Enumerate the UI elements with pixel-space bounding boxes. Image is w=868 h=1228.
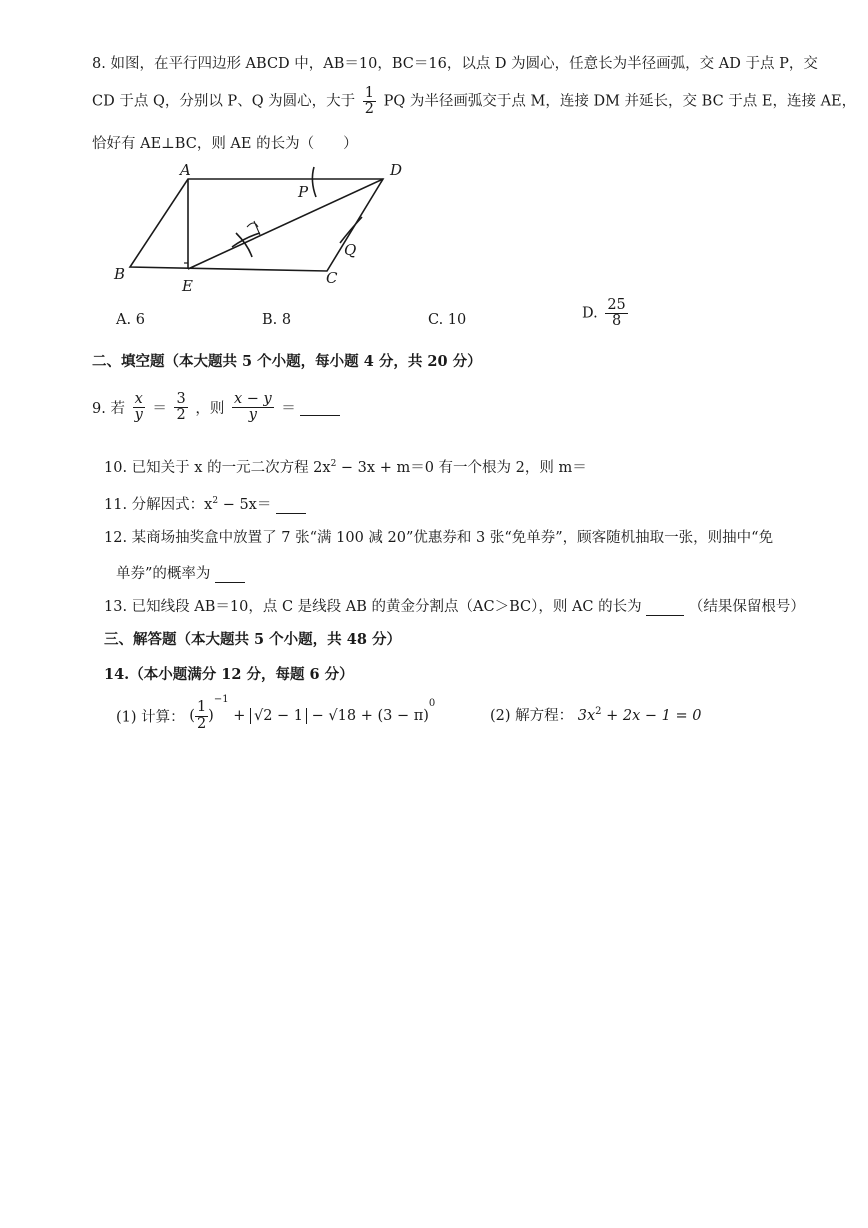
q14-p1-abs: √2 − 1 bbox=[250, 708, 307, 724]
q8-text-3: 恰好有 AE⊥BC，则 AE 的长为（ ） bbox=[92, 136, 358, 152]
half-denominator: 2 bbox=[364, 101, 375, 118]
q13-text: 13. 已知线段 AB＝10，点 C 是线段 AB 的黄金分割点（AC＞BC），则 AC 的长为 bbox=[104, 599, 642, 615]
q14-p2-a: 3x bbox=[577, 708, 596, 724]
q13-line bbox=[104, 595, 805, 616]
q9-fraction-32 bbox=[174, 392, 187, 423]
q9-f1-den: y bbox=[134, 407, 143, 424]
q12-line2 bbox=[116, 562, 245, 583]
option-d-numerator: 25 bbox=[607, 297, 626, 313]
label-q: Q bbox=[344, 241, 357, 259]
parallelogram-figure bbox=[100, 155, 420, 300]
q14-p1-frac-den: 2 bbox=[196, 715, 207, 732]
arc-p bbox=[312, 167, 316, 197]
q8-text-2b: PQ 为半径画弧交于点 M，连接 DM 并延长，交 BC 于点 E，连接 AE， bbox=[383, 93, 857, 110]
q9-f1-num: x bbox=[133, 392, 145, 408]
q11-line bbox=[104, 493, 306, 514]
option-d-prefix: D. bbox=[582, 305, 598, 322]
q8-line2 bbox=[92, 86, 856, 117]
q11-text-b: − 5x＝ bbox=[218, 497, 272, 513]
q14-p1-sqrt: √18 bbox=[328, 708, 357, 724]
q9-tail: ＝ bbox=[281, 401, 296, 418]
q14-part1 bbox=[116, 694, 435, 732]
half-numerator: 1 bbox=[364, 85, 375, 101]
q14-p1-label: (1) 计算： bbox=[116, 709, 185, 726]
q12-text-2: 单券”的概率为 bbox=[116, 566, 211, 582]
q9-f2-num: 3 bbox=[176, 391, 186, 407]
q11-answer-blank[interactable] bbox=[276, 497, 306, 514]
label-b: B bbox=[114, 265, 126, 283]
q10-text-b: − 3x + m＝0 有一个根为 2，则 m＝ bbox=[336, 460, 587, 476]
q14-p1-plus1: + bbox=[233, 708, 250, 724]
label-c: C bbox=[326, 269, 338, 287]
q10-sup: 2 bbox=[330, 459, 337, 470]
option-b[interactable] bbox=[262, 312, 291, 328]
q14-paren-open: ( bbox=[189, 708, 195, 724]
option-d-fraction bbox=[605, 298, 627, 329]
q14-p2-b: + 2x − 1 = 0 bbox=[601, 708, 702, 724]
option-a-label: A. 6 bbox=[116, 312, 145, 328]
q12-text-1: 12. 某商场抽奖盒中放置了 7 张“满 100 减 20”优惠券和 3 张“免单券”，顾客随机抽取一张，则抽中“免 bbox=[104, 530, 774, 546]
q14-p1-minus: − bbox=[311, 708, 329, 724]
option-d[interactable] bbox=[582, 298, 631, 329]
q14-p2-label: (2) 解方程： bbox=[490, 708, 574, 724]
option-b-label: B. 8 bbox=[262, 312, 292, 328]
q12-answer-blank[interactable] bbox=[215, 566, 245, 583]
q9-mid: ，则 bbox=[195, 401, 225, 418]
option-c[interactable] bbox=[428, 312, 466, 328]
option-a[interactable] bbox=[116, 312, 145, 328]
q13-note: （结果保留根号） bbox=[688, 599, 805, 615]
label-e: E bbox=[182, 277, 193, 295]
section3-title: 三、解答题（本大题共 5 个小题，共 48 分） bbox=[104, 631, 401, 648]
q9-answer-blank[interactable] bbox=[300, 399, 340, 416]
option-c-label: C. 10 bbox=[428, 312, 467, 328]
q9-fraction-xy bbox=[133, 392, 145, 423]
half-fraction bbox=[363, 86, 376, 117]
arc-q bbox=[340, 217, 362, 243]
q14-title: 14.（本小题满分 12 分，每题 6 分） bbox=[104, 666, 354, 683]
label-p: P bbox=[298, 183, 309, 201]
q9-f3-den: y bbox=[248, 407, 257, 424]
q9-fraction-xminusy bbox=[232, 392, 274, 423]
q8-line1 bbox=[92, 52, 818, 73]
option-d-denominator: 8 bbox=[611, 313, 622, 330]
q14-p1-fraction bbox=[195, 700, 208, 731]
q12-line1 bbox=[104, 526, 773, 547]
q10-text-a: 10. 已知关于 x 的一元二次方程 2x bbox=[104, 460, 331, 476]
label-a: A bbox=[180, 161, 191, 179]
q14-paren-close: ) bbox=[208, 708, 214, 724]
q13-answer-blank[interactable] bbox=[646, 599, 684, 616]
q9-eq: ＝ bbox=[152, 401, 167, 418]
q8-line3 bbox=[92, 132, 358, 153]
q14-part2 bbox=[490, 704, 702, 725]
label-d: D bbox=[390, 161, 403, 179]
q9-f2-den: 2 bbox=[176, 407, 186, 424]
q10-line bbox=[104, 456, 587, 477]
q14-p1-exp2: 0 bbox=[428, 698, 436, 709]
q8-text-1: 8. 如图，在平行四边形 ABCD 中，AB＝10，BC＝16，以点 D 为圆心，任意长为半径画弧，交 AD 于点 P，交 bbox=[92, 56, 818, 72]
q9-f3-num: x − y bbox=[233, 391, 272, 407]
q14-p2-sup: 2 bbox=[595, 706, 602, 718]
q14-p1-exp: −1 bbox=[213, 694, 229, 705]
section2-title: 二、填空题（本大题共 5 个小题，每小题 4 分，共 20 分） bbox=[92, 353, 482, 370]
q11-text-a: 11. 分解因式：x bbox=[104, 497, 213, 513]
q14-p1-frac-num: 1 bbox=[196, 699, 207, 716]
q14-p1-plus2: + (3 − π) bbox=[360, 708, 429, 724]
q9-line bbox=[92, 392, 340, 423]
q9-prefix: 9. 若 bbox=[92, 401, 125, 418]
q11-sup: 2 bbox=[212, 496, 219, 507]
q8-text-2a: CD 于点 Q，分别以 P、Q 为圆心，大于 bbox=[92, 93, 356, 110]
